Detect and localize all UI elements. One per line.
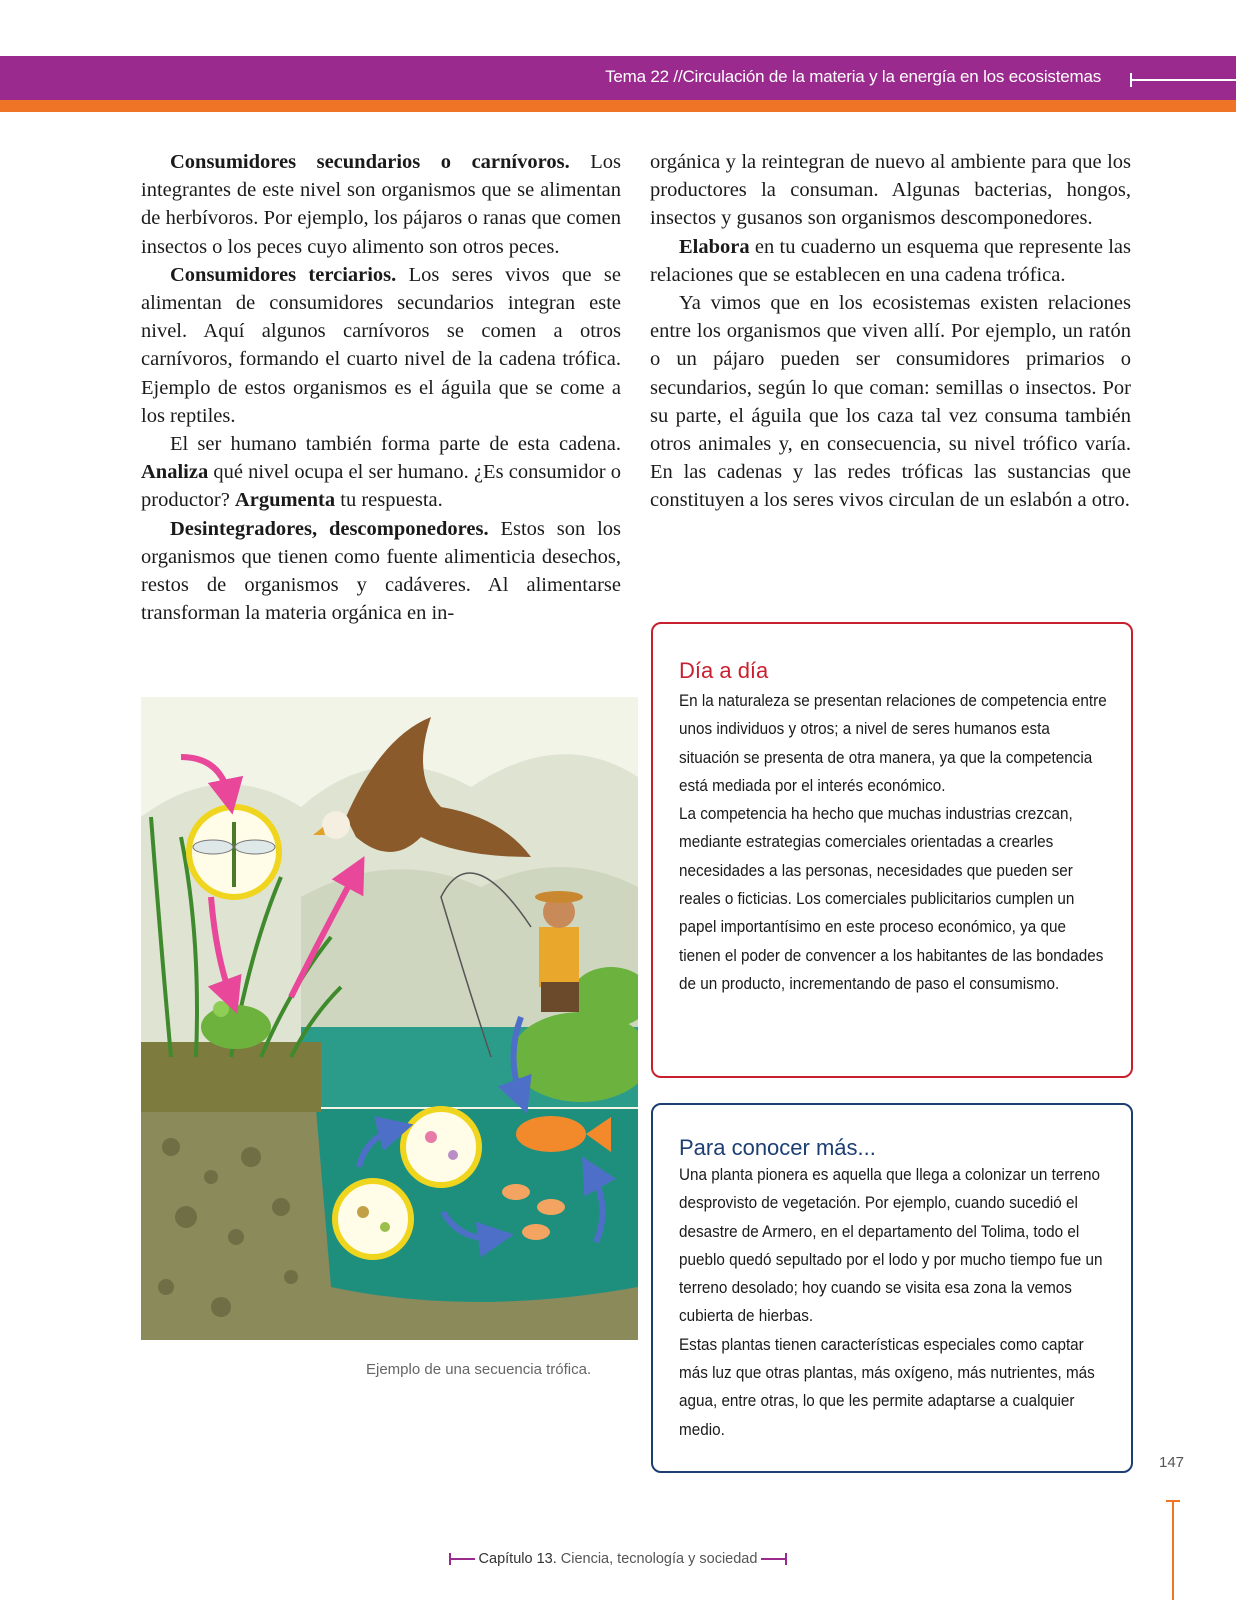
dia-a-dia-paragraph-2: La competencia ha hecho que muchas industrias crezcan, mediante estrategias comerciales orientadas a crearles necesidades a las personas, necesidades que pueden ser reales o ficticias. Los comerciales publicitarios cumplen un papel importantísimo en este proceso económico, ya que tienen el poder de convencer a los habitantes de las bondades de un producto, incrementando de paso el consumismo. bbox=[679, 804, 1104, 993]
text-ser-humano-a: El ser humano también forma parte de esta cadena. bbox=[170, 433, 621, 456]
page-number-line bbox=[1172, 1500, 1174, 1600]
header-line bbox=[1132, 79, 1236, 81]
para-conocer-mas-paragraph-1: Una planta pionera es aquella que llega a colonizar un terreno desprovisto de vegetación. Por ejemplo, cuando sucedió el desastre de Armero, en el departamento del Tolima, todo el pueblo quedó sepultado por el lodo y por mucho tiempo fue un terreno desolado; hoy cuando se visita esa zona la vemos cubierta de hierbas. bbox=[679, 1165, 1103, 1326]
microorganisms-circle-2 bbox=[335, 1181, 411, 1257]
dia-a-dia-title: Día a día bbox=[679, 658, 769, 683]
paragraph-relaciones: Ya vimos que en los ecosistemas existen relaciones entre los organismos que viven allí. Por ejemplo, un ratón o un pájaro pueden ser consumidores primarios o secundarios, según lo que coman: semillas o insectos. Por su parte, el águila que los caza tal vez consuma también otros animales y, en consecuencia, su nivel trófico varía. En las cadenas y las redes tróficas las sustancias que constituyen a los seres vivos circulan de un eslabón a otro. bbox=[650, 292, 1131, 512]
text-terciarios: Los seres vivos que se alimentan de consumidores secundarios integran este nivel. Aquí algunos carnívoros se comen a otros carnívoros, formando el cuarto nivel de la cadena trófica. Ejemplo de estos organismos es el águila que se come a los reptiles. bbox=[141, 263, 621, 427]
para-conocer-mas-body bbox=[679, 1161, 1111, 1444]
text-descomponedores: Estos son los organismos que tienen como fuente alimenticia desechos, restos de organismos y cadáveres. Al alimentarse transforman la materia orgánica en in- bbox=[141, 517, 621, 625]
microorganisms-circle-1 bbox=[403, 1109, 479, 1185]
footer-line-right bbox=[761, 1558, 787, 1560]
term-elabora: Elabora bbox=[679, 235, 750, 258]
para-conocer-mas-paragraph-2: Estas plantas tienen características especiales como captar más luz que otras plantas, más oxígeno, más nutrientes, más agua, entre otras, lo que les permite adaptarse a cualquier medio. bbox=[679, 1334, 1095, 1439]
header-title: Tema 22 //Circulación de la materia y la energía en los ecosistemas bbox=[605, 67, 1101, 86]
term-descomponedores: Desintegradores, descomponedores. bbox=[170, 517, 489, 540]
footer-chapter: Capítulo 13. bbox=[478, 1551, 557, 1567]
dragonfly-circle bbox=[189, 807, 279, 897]
para-conocer-mas-title: Para conocer más... bbox=[679, 1135, 876, 1160]
page-number: 147 bbox=[1159, 1454, 1185, 1471]
paragraph-elabora bbox=[650, 233, 1131, 289]
figure-caption: Ejemplo de una secuencia trófica. bbox=[366, 1361, 592, 1378]
term-argumenta: Argumenta bbox=[234, 489, 336, 512]
text-ser-humano-c: tu respuesta. bbox=[335, 489, 443, 512]
dia-a-dia-body bbox=[679, 687, 1111, 998]
left-column bbox=[141, 148, 621, 627]
dia-a-dia-paragraph-1: En la naturaleza se presentan relaciones de competencia entre unos individuos y otros; a nivel de seres humanos esta situación se presenta de otra manera, ya que la competencia está mediada por el interés económico. bbox=[679, 691, 1107, 795]
text-ser-humano-b: qué nivel ocupa el ser humano. ¿Es consumidor o productor? bbox=[141, 461, 621, 512]
dia-a-dia-box bbox=[651, 622, 1133, 1078]
paragraph-secundarios bbox=[141, 148, 621, 261]
footer bbox=[0, 1551, 1236, 1567]
term-analiza: Analiza bbox=[141, 461, 209, 484]
paragraph-terciarios bbox=[141, 261, 621, 430]
paragraph-continuacion: orgánica y la reintegran de nuevo al ambiente para que los productores la consuman. Algunas bacterias, hongos, insectos y gusanos son organismos descomponedores. bbox=[650, 151, 1131, 230]
paragraph-ser-humano bbox=[141, 430, 621, 515]
footer-subject: Ciencia, tecnología y sociedad bbox=[556, 1551, 758, 1567]
header-orange-stripe bbox=[0, 100, 1236, 112]
term-terciarios: Consumidores terciarios. bbox=[170, 263, 397, 286]
right-column bbox=[650, 148, 1131, 515]
paragraph-descomponedores bbox=[141, 515, 621, 628]
para-conocer-mas-box bbox=[651, 1103, 1133, 1473]
text-secundarios: Los integrantes de este nivel son organismos que se alimentan de herbívoros. Por ejemplo, los pájaros o ranas que comen insectos o los peces cuyo alimento son otros peces. bbox=[141, 151, 622, 258]
trophic-chain-illustration bbox=[141, 697, 638, 1340]
footer-line-left bbox=[449, 1558, 475, 1560]
term-secundarios: Consumidores secundarios o carnívoros. bbox=[170, 151, 570, 173]
text-elabora: en tu cuaderno un esquema que represente las relaciones que se establecen en una cadena trófica. bbox=[650, 235, 1131, 286]
